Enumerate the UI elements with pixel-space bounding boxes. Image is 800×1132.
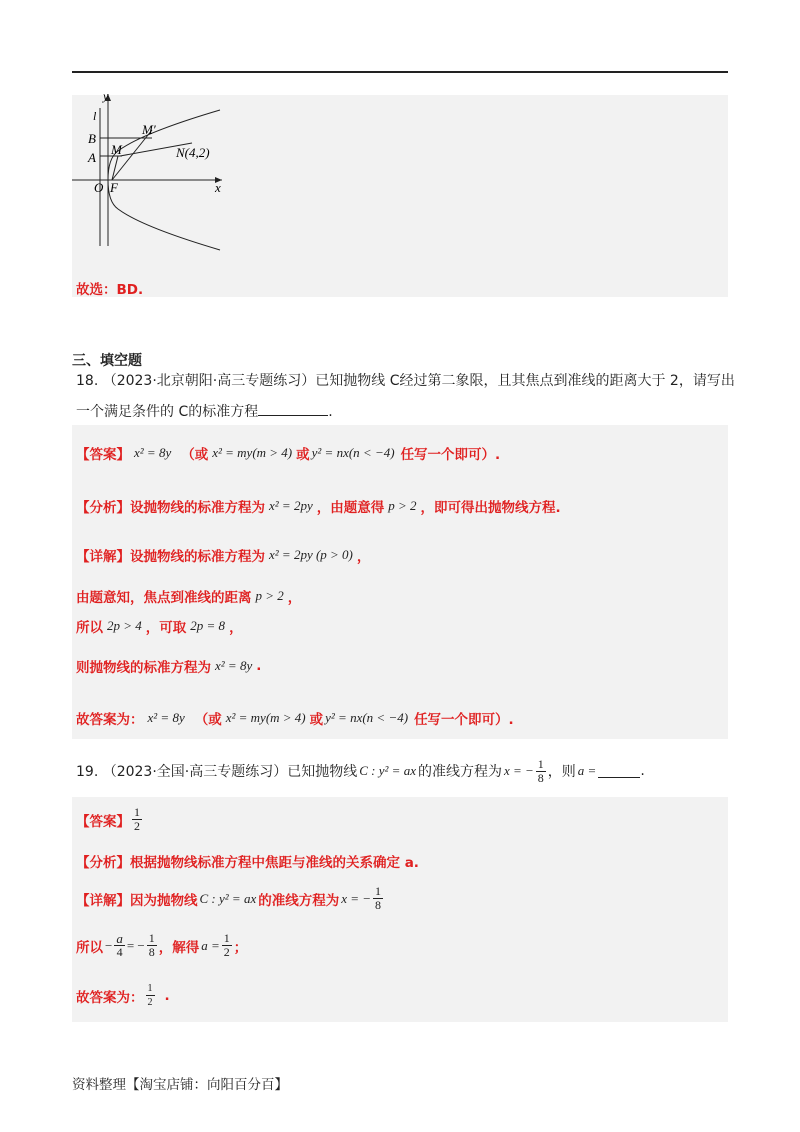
q19-answer-den: 2 [134,819,140,833]
label-B: B [88,131,96,146]
q19-so-frac-b [147,932,157,959]
q18-line2-end: . [328,404,333,420]
q18-body-line2-end: ， [229,620,243,636]
q18-analysis-a: 设抛物线的标准方程为 [130,500,265,516]
q19-final-fraction [146,982,155,1009]
label-F: F [110,180,118,195]
q19-so-frac-c [222,932,232,959]
section-title: 三、填空题 [72,353,142,369]
q18-answer-eq2: x² = my(m > 4) [212,445,293,460]
q19-line1-x: x = − [503,763,534,778]
q18-analysis-eq2: p > 2 [388,498,417,513]
q19-detail-fraction [373,885,383,912]
q19-so-neg: − [105,937,113,953]
q19-line1-text3: ，则 [547,764,576,780]
q19-answer-tag: 【答案】 [76,813,130,830]
q19-so-end: ； [233,939,248,956]
q18-detail-eq: x² = 2py (p > 0) [269,547,353,562]
q18-answer-tag: 【答案】 [76,447,130,463]
q19-detail-den: 8 [375,898,382,912]
q19-detail-x: x = − [341,890,372,906]
q19-so-frac-a-den: 4 [116,945,123,959]
q19-so-frac-a [114,932,125,959]
q19-final-end: . [164,987,170,1004]
q18-answer-or1: （或 [181,447,209,463]
q18-body-line2-eq2: 2p = 8 [190,618,226,633]
label-O: O [94,180,104,195]
q18-final-row [76,708,514,728]
label-N: N(4,2) [176,145,210,160]
q18-solution-panel [72,425,728,739]
q19-final-label: 故答案为： [76,989,144,1006]
q19-detail-num: 1 [375,884,382,898]
label-M-prime: M′ [142,122,156,137]
q18-answer-eq1: x² = 8y [134,445,172,460]
q19-so-frac-b-num: 1 [148,931,155,945]
q19-so-label: 所以 [76,939,103,956]
q19-answer-fraction [132,806,142,833]
q19-final-row [76,982,170,1009]
q19-so-frac-c-den: 2 [223,945,230,959]
parabola-graph [72,88,242,258]
q18-answer-blank [258,403,328,416]
q18-analysis-tag: 【分析】 [76,500,130,516]
q19-analysis-tag: 【分析】 [76,855,130,871]
q19-answer-blank [598,765,640,778]
q18-answer-eq3: y² = nx(n < −4) [311,445,395,460]
q18-line1: 18. （2023·北京朝阳·高三专题练习）已知抛物线 C经过第二象限，且其焦点到准线的距离大于 2，请写出 [76,373,735,389]
q18-body-line2-eq1: 2p > 4 [107,618,142,633]
label-x: x [215,180,221,195]
q18-body-line3-text: 则抛物线的标准方程为 [76,660,211,676]
q19-detail-b: 的准线方程为 [258,892,340,909]
label-y: y [103,89,109,103]
q18-detail-a: 设抛物线的标准方程为 [130,549,265,565]
q19-answer-num: 1 [134,805,140,819]
q19-line1-a: a = [577,763,597,778]
q19-so-eq: = − [126,937,145,953]
q18-answer-tail: 任写一个即可）. [400,447,501,463]
q19-line1 [76,756,645,786]
q18-body-line2-mid: ，可取 [145,620,187,636]
q18-body-line3-end: . [256,658,262,674]
q18-body-line1-text: 由题意知，焦点到准线的距离 [76,590,252,606]
label-A: A [88,150,96,165]
q19-so-a-eq: a = [201,937,220,953]
q18-final-eq2: x² = my(m > 4) [225,710,306,725]
q18-detail-tag: 【详解】 [76,549,130,565]
q18-final-tail: 任写一个即可）. [414,712,514,728]
q18-analysis-eq1: x² = 2py [269,498,313,513]
q18-detail-b: ， [356,549,371,565]
q19-final-num: 1 [147,983,153,994]
q19-line1-eq: C : y² = ax [359,763,416,778]
q19-so-row [76,932,247,959]
q18-answer-row [76,443,500,463]
q18-body-line2 [76,616,243,636]
q18-detail-row [76,545,370,565]
q19-detail-eq: C : y² = ax [199,890,257,906]
q18-line2-text: 一个满足条件的 C的标准方程 [76,404,259,420]
q18-body-line1-eq: p > 2 [255,588,284,603]
q18-analysis-b: ，由题意得 [316,500,385,516]
q19-line1-frac-den: 8 [537,770,544,785]
q19-analysis-text: 根据抛物线标准方程中焦距与准线的关系确定 a. [130,855,419,871]
q19-so-frac-a-num: a [116,931,123,946]
q18-analysis-row [76,496,561,516]
q19-line1-fraction [536,758,546,785]
q19-analysis-row [76,851,419,871]
q19-answer-row [76,806,144,833]
q19-so-b: ，解得 [158,939,200,956]
previous-answer: 故选：BD. [76,282,144,298]
q18-final-label: 故答案为： [76,712,144,728]
q18-body-line3-eq: x² = 8y [215,658,253,673]
label-l: l [93,109,97,123]
q19-detail-tag: 【详解】 [76,892,130,909]
q19-line1-frac-num: 1 [537,756,544,771]
q19-so-frac-b-den: 8 [148,945,155,959]
label-M: M [111,142,122,157]
q19-line1-text: 19. （2023·全国·高三专题练习）已知抛物线 [76,764,358,780]
q18-final-eq1: x² = 8y [147,710,185,725]
q18-body-line1 [76,586,301,606]
q19-detail-row [76,885,385,912]
q18-final-eq3: y² = nx(n < −4) [325,710,409,725]
q19-so-frac-c-num: 1 [223,931,230,945]
q18-final-or2: 或 [309,712,324,728]
q19-detail-a: 因为抛物线 [130,892,198,909]
q19-final-den: 2 [147,997,153,1008]
header-rule [72,71,728,73]
q18-line2 [76,403,333,419]
q18-analysis-c: ，即可得出抛物线方程. [420,500,561,516]
q18-body-line2-text: 所以 [76,620,103,636]
q18-body-line1-end: ， [287,590,302,606]
footer-source: 资料整理【淘宝店铺：向阳百分百】 [72,1077,288,1093]
q19-line1-text2: 的准线方程为 [417,764,502,780]
q19-line1-end: . [640,763,645,779]
q18-body-line3 [76,656,261,676]
q18-answer-or2: 或 [296,447,310,463]
q18-final-or1: （或 [194,712,222,728]
